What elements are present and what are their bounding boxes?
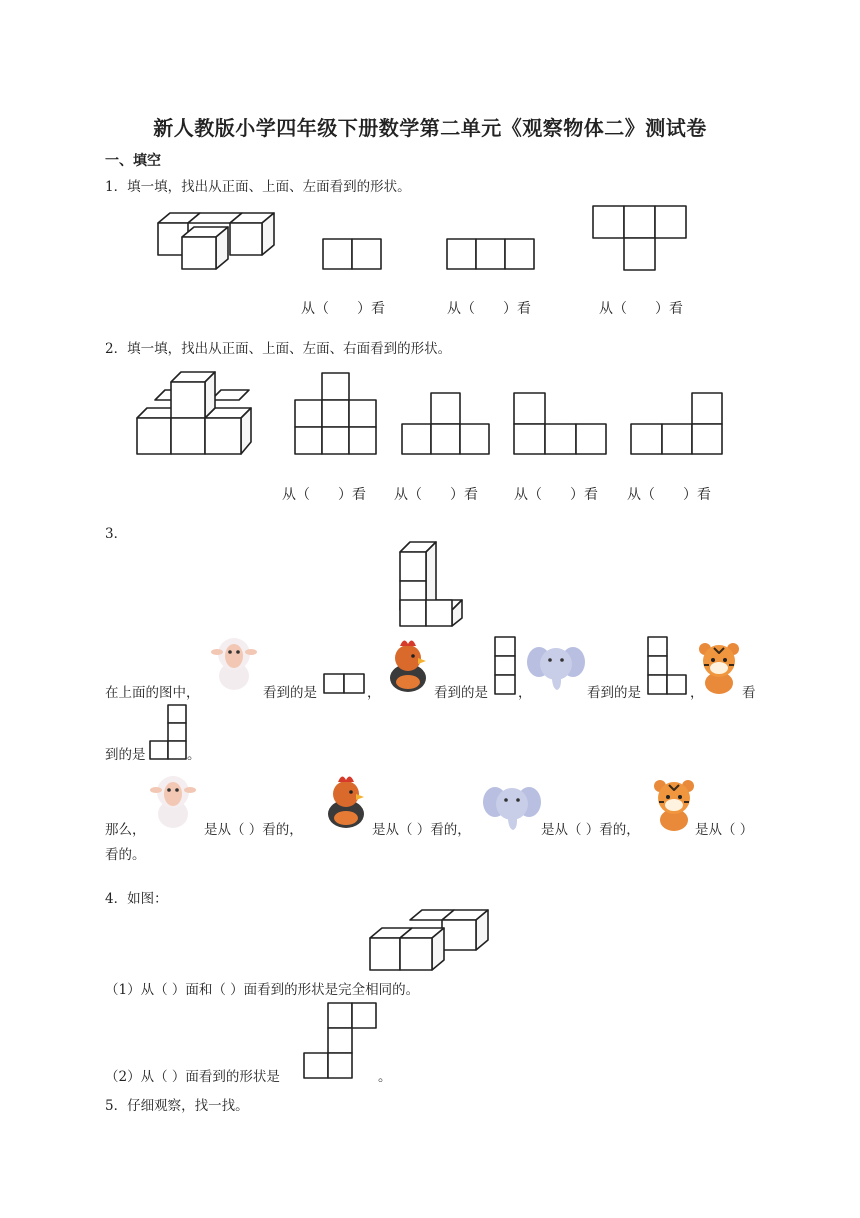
q2-cube-figure — [135, 370, 267, 458]
q2-view-d — [630, 392, 726, 456]
elephant-icon — [527, 640, 585, 695]
q1-cube-figure — [150, 205, 280, 275]
question-1-text: 1．填一填，找出从正面、上面、左面看到的形状。 — [105, 179, 411, 195]
q1-view-b — [446, 238, 540, 272]
q3-comma-3: ， — [690, 685, 704, 701]
q3-cube-figure — [398, 540, 464, 630]
q2-label-2: 从（ ）看 — [394, 487, 478, 503]
q4-cube-figure — [368, 906, 494, 972]
q3-line3-blank-2: 是从（ ）看的， — [372, 822, 471, 838]
q4-view-shape — [303, 1002, 381, 1080]
q3-view-sheep — [323, 673, 367, 695]
q3-line1-sees-3: 看到的是 — [587, 685, 641, 701]
q3-view-elephant — [647, 636, 689, 696]
rooster-icon — [384, 636, 434, 696]
q3-line1-sees-2: 看到的是 — [434, 685, 488, 701]
sheep-icon — [209, 632, 259, 692]
q4-sub2-end: 。 — [378, 1069, 392, 1085]
q3-comma-2: ， — [518, 685, 532, 701]
q3-line1-intro: 在上面的图中， — [105, 685, 200, 701]
sheep-icon — [148, 770, 198, 830]
q3-view-rooster — [494, 636, 518, 696]
page-title: 新人教版小学四年级下册数学第二单元《观察物体二》测试卷 — [153, 116, 707, 140]
question-2-text: 2．填一填，找出从正面、上面、左面、右面看到的形状。 — [105, 341, 452, 357]
q1-label-3: 从（ ）看 — [599, 301, 683, 317]
tiger-icon — [649, 778, 699, 832]
q3-line3-blank-3: 是从（ ）看的， — [541, 822, 640, 838]
q2-label-4: 从（ ）看 — [627, 487, 711, 503]
q1-view-a — [322, 238, 386, 272]
q4-sub1-text: （1）从（ ）面和（ ）面看到的形状是完全相同的。 — [105, 982, 420, 998]
q2-label-1: 从（ ）看 — [282, 487, 366, 503]
elephant-icon — [483, 780, 541, 835]
q3-line3-blank-4: 是从（ ） — [695, 822, 754, 838]
question-3-number: 3． — [105, 526, 128, 542]
q4-sub2-text: （2）从（ ）面看到的形状是 — [105, 1069, 280, 1085]
q3-line2-end: 。 — [187, 747, 201, 763]
q1-view-c — [592, 205, 690, 273]
q2-label-3: 从（ ）看 — [514, 487, 598, 503]
q2-view-a — [294, 372, 380, 458]
q1-label-1: 从（ ）看 — [301, 301, 385, 317]
q3-line4-text: 看的。 — [105, 847, 146, 863]
q3-comma-1: ， — [367, 685, 381, 701]
q2-view-c — [513, 392, 609, 456]
q3-line1-sees-1: 看到的是 — [263, 685, 317, 701]
rooster-icon — [322, 772, 372, 832]
q3-view-tiger — [149, 704, 191, 760]
q3-line3-intro: 那么， — [105, 822, 146, 838]
section-heading: 一、填空 — [105, 153, 161, 169]
q2-view-b — [401, 392, 493, 456]
q3-line1-end: 看 — [742, 685, 756, 701]
q3-line2-text: 到的是 — [105, 747, 146, 763]
question-5-text: 5．仔细观察，找一找。 — [105, 1098, 249, 1114]
q1-label-2: 从（ ）看 — [447, 301, 531, 317]
question-4-text: 4．如图： — [105, 891, 168, 907]
q3-line3-blank-1: 是从（ ）看的， — [204, 822, 303, 838]
